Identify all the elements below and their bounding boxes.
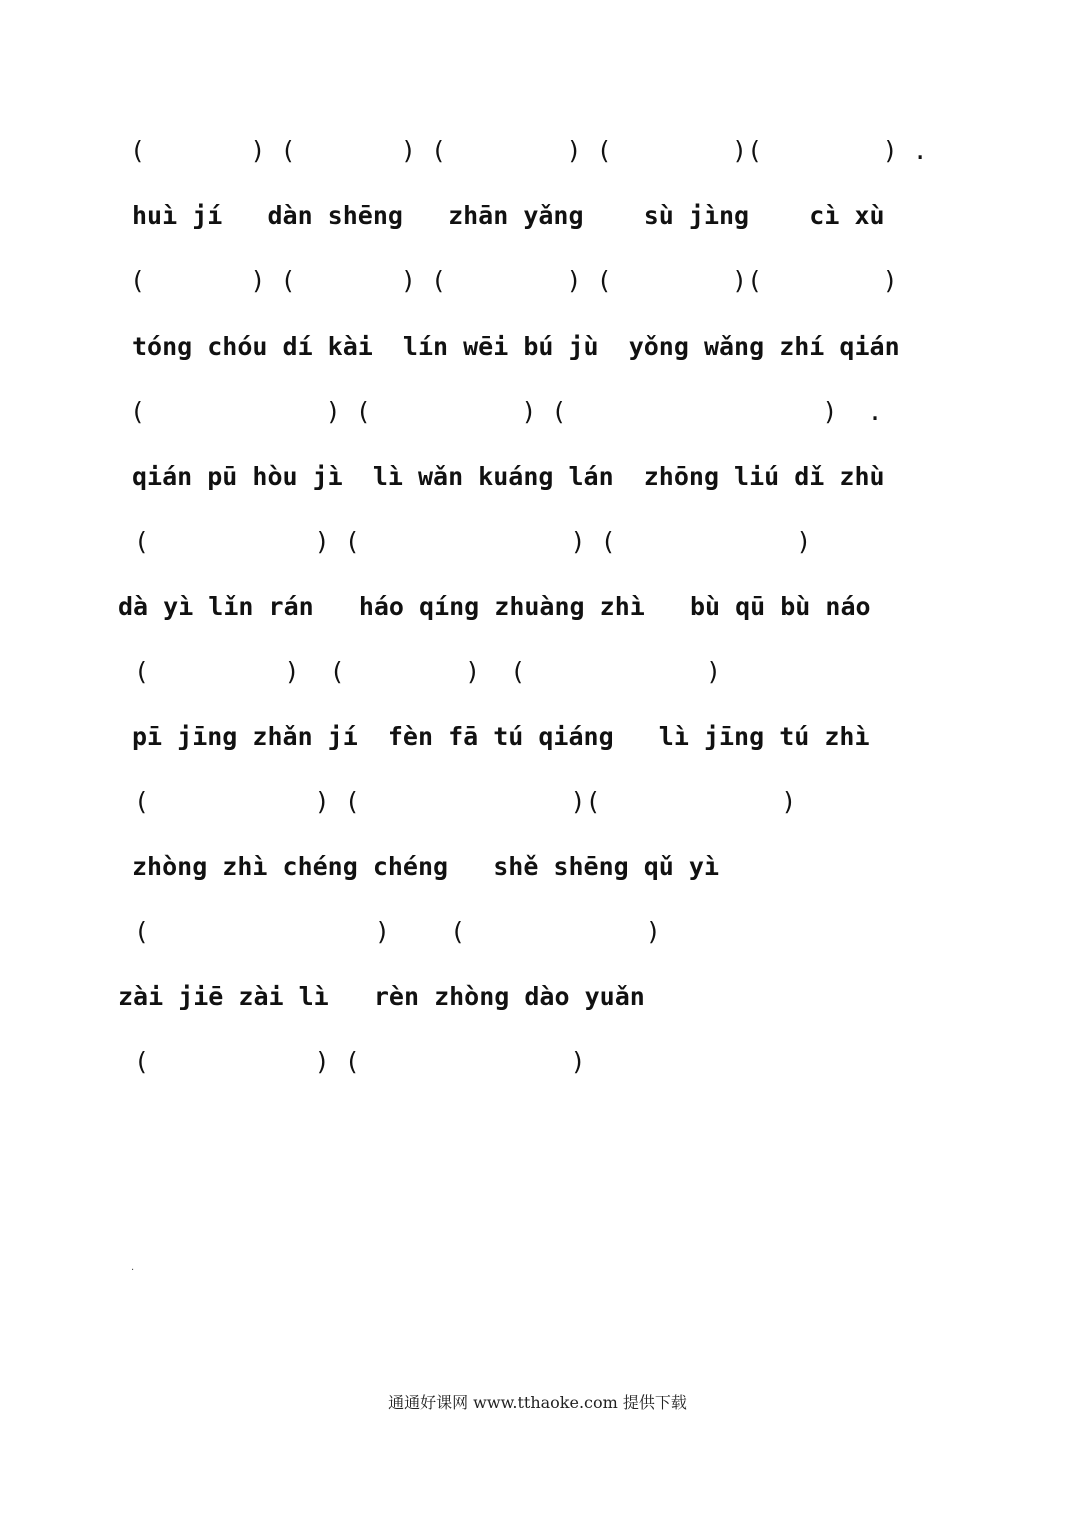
pinyin-row-6: zhòng zhì chéng chéng shě shēng qǔ yì: [132, 852, 719, 881]
answer-blanks-row-3: ( ) ( ) ( ) .: [130, 397, 883, 426]
pinyin-row-1: huì jí dàn shēng zhān yǎng sù jìng cì xù: [132, 201, 885, 230]
answer-blanks-row-8: ( ) ( ): [134, 1047, 586, 1076]
answer-blanks-row-6: ( ) ( )( ): [134, 787, 797, 816]
answer-blanks-row-4: ( ) ( ) ( ): [134, 527, 812, 556]
answer-blanks-row-2: ( ) ( ) ( ) ( )( ): [130, 266, 898, 295]
pinyin-row-7: zài jiē zài lì rèn zhòng dào yuǎn: [118, 982, 645, 1011]
pinyin-row-3: qián pū hòu jì lì wǎn kuáng lán zhōng liú dǐ zhù: [132, 462, 885, 491]
pinyin-row-4: dà yì lǐn rán háo qíng zhuàng zhì bù qū bù náo: [118, 592, 871, 621]
answer-blanks-row-5: ( ) ( ) ( ): [134, 657, 721, 686]
stray-mark: .: [131, 1262, 135, 1273]
answer-blanks-row-1: ( ) ( ) ( ) ( )( ) .: [130, 136, 928, 165]
answer-blanks-row-7: ( ) ( ): [134, 917, 661, 946]
pinyin-row-5: pī jīng zhǎn jí fèn fā tú qiáng lì jīng tú zhì: [132, 722, 870, 751]
pinyin-row-2: tóng chóu dí kài lín wēi bú jù yǒng wǎng zhí qián: [132, 332, 900, 361]
footer-source-text: 通通好课网 www.tthaoke.com 提供下载: [388, 1393, 687, 1412]
